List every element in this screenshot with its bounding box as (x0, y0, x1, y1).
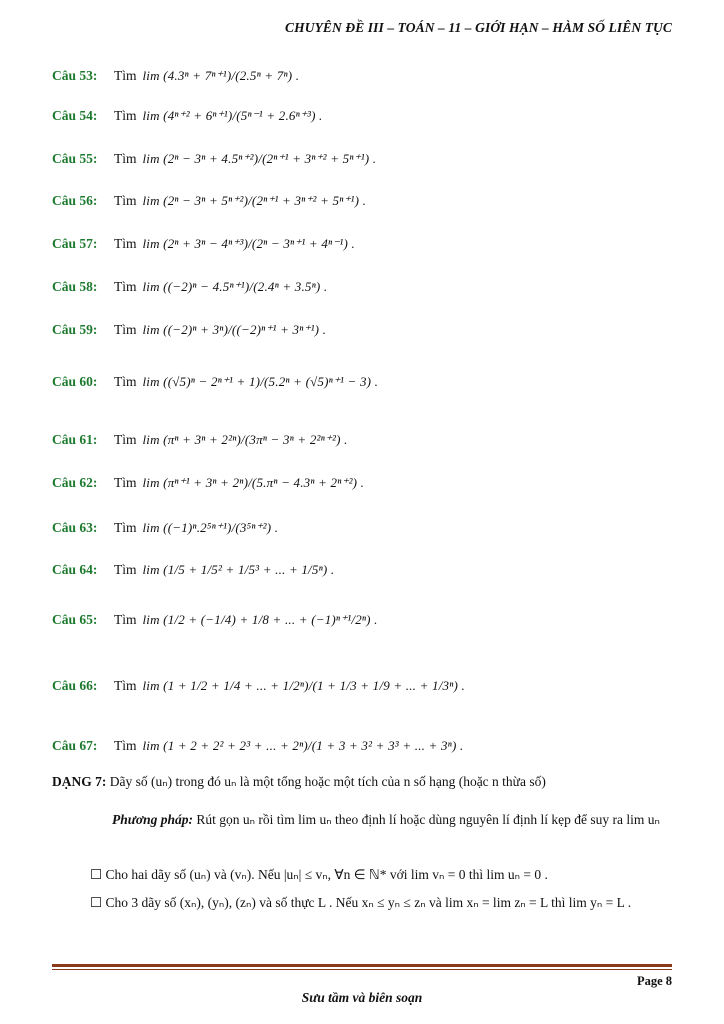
limit-expression: lim (2ⁿ − 3ⁿ + 4.5ⁿ⁺²)/(2ⁿ⁺¹ + 3ⁿ⁺² + 5ⁿ⁺¹) . (142, 151, 377, 166)
limit-expression: lim (4ⁿ⁺² + 6ⁿ⁺¹)/(5ⁿ⁻¹ + 2.6ⁿ⁺³) . (142, 108, 323, 123)
question-59 (52, 310, 692, 350)
question-label: Câu 57: (52, 236, 98, 251)
limit-expression: lim ((√5)ⁿ − 2ⁿ⁺¹ + 1)/(5.2ⁿ + (√5)ⁿ⁺¹ − 3) . (142, 374, 379, 389)
question-56 (52, 181, 692, 221)
question-64 (52, 550, 692, 590)
question-63 (52, 508, 692, 548)
page-number: Page 8 (636, 974, 672, 988)
checkbox-bullet-icon: ☐ (90, 895, 106, 910)
checkbox-bullet-icon: ☐ (90, 867, 106, 882)
question-67 (52, 726, 692, 766)
limit-expression: lim (1 + 2 + 2² + 2³ + ... + 2ⁿ)/(1 + 3 + 3² + 3³ + ... + 3ⁿ) . (142, 738, 464, 753)
question-label: Câu 62: (52, 475, 98, 490)
limit-expression: lim (2ⁿ + 3ⁿ − 4ⁿ⁺³)/(2ⁿ − 3ⁿ⁺¹ + 4ⁿ⁻¹) . (142, 236, 355, 251)
question-61 (52, 420, 692, 460)
question-65 (52, 600, 692, 640)
footer-divider-thin (52, 969, 672, 970)
limit-expression: lim ((−2)ⁿ + 3ⁿ)/((−2)ⁿ⁺¹ + 3ⁿ⁺¹) . (142, 322, 327, 337)
question-label: Câu 66: (52, 678, 98, 693)
section-heading (52, 774, 546, 790)
question-58 (52, 267, 692, 307)
bullet-item (90, 864, 690, 886)
question-label: Câu 63: (52, 520, 98, 535)
section-title: DẠNG 7: (52, 774, 107, 789)
document-header: CHUYÊN ĐỀ III – TOÁN – 11 – GIỚI HẠN – HÀM SỐ LIÊN TỤC (285, 20, 672, 35)
question-57 (52, 224, 692, 264)
question-text: Tìm (114, 322, 137, 337)
question-text: Tìm (114, 432, 137, 447)
question-text: Tìm (114, 520, 137, 535)
question-text: Tìm (114, 151, 137, 166)
question-label: Câu 53: (52, 68, 98, 83)
limit-expression: lim (1/2 + (−1/4) + 1/8 + ... + (−1)ⁿ⁺¹/2ⁿ) . (142, 612, 378, 627)
question-55 (52, 139, 692, 179)
question-text: Tìm (114, 562, 137, 577)
question-label: Câu 58: (52, 279, 98, 294)
question-label: Câu 61: (52, 432, 98, 447)
limit-expression: lim (1/5 + 1/5² + 1/5³ + ... + 1/5ⁿ) . (142, 562, 335, 577)
question-text: Tìm (114, 68, 137, 83)
question-text: Tìm (114, 108, 137, 123)
question-text: Tìm (114, 738, 137, 753)
question-text: Tìm (114, 236, 137, 251)
bullet-item (90, 892, 690, 914)
question-text: Tìm (114, 193, 137, 208)
method-label: Phương pháp: (112, 812, 193, 827)
question-label: Câu 64: (52, 562, 98, 577)
question-60 (52, 362, 692, 402)
limit-expression: lim (2ⁿ − 3ⁿ + 5ⁿ⁺²)/(2ⁿ⁺¹ + 3ⁿ⁺² + 5ⁿ⁺¹) . (142, 193, 367, 208)
footer-divider (52, 964, 672, 967)
question-text: Tìm (114, 678, 137, 693)
section-description: Dãy số (uₙ) trong đó uₙ là một tổng hoặc một tích của n số hạng (hoặc n thừa số) (109, 774, 546, 789)
question-label: Câu 65: (52, 612, 98, 627)
question-53 (52, 56, 692, 96)
question-label: Câu 54: (52, 108, 98, 123)
question-label: Câu 67: (52, 738, 98, 753)
question-66 (52, 666, 692, 706)
footer-text: Sưu tầm và biên soạn (301, 990, 423, 1005)
bullet-text: Cho 3 dãy số (xₙ), (yₙ), (zₙ) và số thực L . Nếu xₙ ≤ yₙ ≤ zₙ và lim xₙ = lim zₙ = L thì lim yₙ = L . (105, 895, 632, 910)
question-text: Tìm (114, 612, 137, 627)
question-label: Câu 60: (52, 374, 98, 389)
question-label: Câu 59: (52, 322, 98, 337)
question-text: Tìm (114, 279, 137, 294)
question-label: Câu 55: (52, 151, 98, 166)
limit-expression: lim (πⁿ + 3ⁿ + 2²ⁿ)/(3πⁿ − 3ⁿ + 2²ⁿ⁺²) . (142, 432, 348, 447)
limit-expression: lim (πⁿ⁺¹ + 3ⁿ + 2ⁿ)/(5.πⁿ − 4.3ⁿ + 2ⁿ⁺²) . (142, 475, 365, 490)
question-54 (52, 96, 692, 136)
limit-expression: lim (4.3ⁿ + 7ⁿ⁺¹)/(2.5ⁿ + 7ⁿ) . (142, 68, 300, 83)
question-text: Tìm (114, 374, 137, 389)
bullet-text: Cho hai dãy số (uₙ) và (vₙ). Nếu |uₙ| ≤ vₙ, ∀n ∈ ℕ* với lim vₙ = 0 thì lim uₙ = 0 . (105, 867, 548, 882)
limit-expression: lim ((−1)ⁿ.2⁵ⁿ⁺¹)/(3⁵ⁿ⁺²) . (142, 520, 279, 535)
limit-expression: lim (1 + 1/2 + 1/4 + ... + 1/2ⁿ)/(1 + 1/3 + 1/9 + ... + 1/3ⁿ) . (142, 678, 465, 693)
question-label: Câu 56: (52, 193, 98, 208)
method-text: Rút gọn uₙ rồi tìm lim uₙ theo định lí hoặc dùng nguyên lí định lí kẹp để suy ra lim uₙ (196, 812, 660, 827)
question-62 (52, 463, 692, 503)
question-text: Tìm (114, 475, 137, 490)
limit-expression: lim ((−2)ⁿ − 4.5ⁿ⁺¹)/(2.4ⁿ + 3.5ⁿ) . (142, 279, 328, 294)
method-paragraph (112, 808, 682, 832)
